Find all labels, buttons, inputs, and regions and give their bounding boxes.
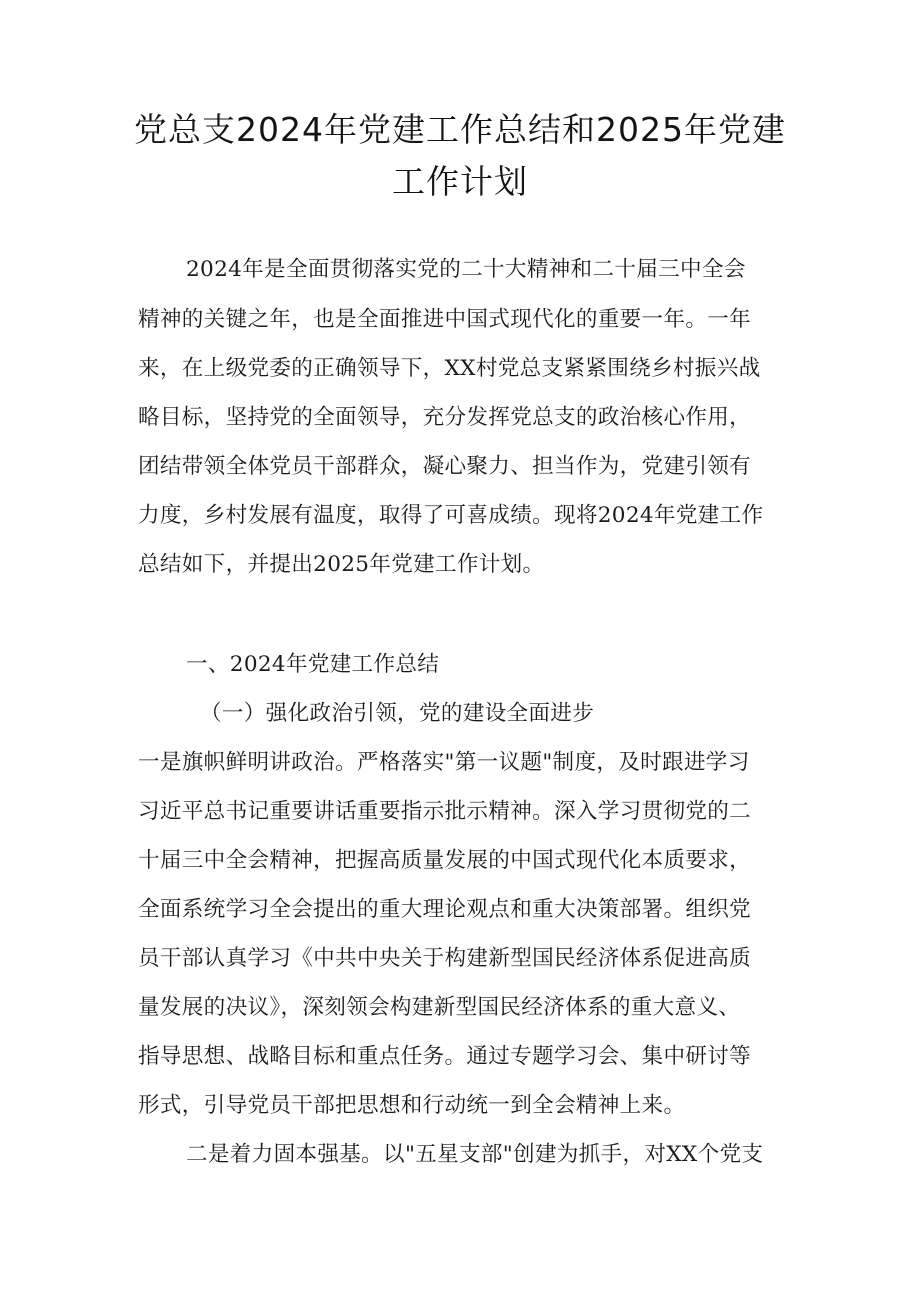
body-line: 二是着力固本强基。以"五星支部"创建为抓手，对XX个党支 bbox=[186, 1142, 764, 1167]
body-line: 全面系统学习全会提出的重大理论观点和重大决策部署。组织党 bbox=[138, 897, 752, 922]
body-line: 团结带领全体党员干部群众，凝心聚力、担当作为，党建引领有 bbox=[138, 454, 752, 479]
document-title bbox=[120, 104, 800, 208]
body-line: 力度，乡村发展有温度，取得了可喜成绩。现将2024年党建工作 bbox=[138, 503, 764, 528]
body-line: 一是旗帜鲜明讲政治。严格落实"第一议题"制度，及时跟进学习 bbox=[138, 750, 750, 775]
body-line: 2024年是全面贯彻落实党的二十大精神和二十届三中全会 bbox=[186, 257, 746, 282]
body-line: 总结如下，并提出2025年党建工作计划。 bbox=[138, 552, 545, 577]
body-line: 员干部认真学习《中共中央关于构建新型国民经济体系促进高质 bbox=[138, 946, 752, 971]
body-line: 习近平总书记重要讲话重要指示批示精神。深入学习贯彻党的二 bbox=[138, 799, 752, 824]
body-line: 量发展的决议》，深刻领会构建新型国民经济体系的重大意义、 bbox=[138, 995, 741, 1020]
body-line: 形式，引导党员干部把思想和行动统一到全会精神上来。 bbox=[138, 1093, 686, 1118]
title-line-2: 工作计划 bbox=[392, 162, 528, 201]
subsection-heading: （一）强化政治引领，党的建设全面进步 bbox=[200, 701, 595, 726]
body-line: 略目标，坚持党的全面领导，充分发挥党总支的政治核心作用， bbox=[138, 405, 752, 430]
body-line: 来，在上级党委的正确领导下，XX村党总支紧紧围绕乡村振兴战 bbox=[138, 356, 761, 381]
title-line-1: 党总支2024年党建工作总结和2025年党建 bbox=[134, 110, 786, 149]
body-line: 十届三中全会精神，把握高质量发展的中国式现代化本质要求， bbox=[138, 848, 752, 873]
body-line: 精神的关键之年，也是全面推进中国式现代化的重要一年。一年 bbox=[138, 307, 752, 332]
section-heading: 一、2024年党建工作总结 bbox=[186, 652, 440, 677]
body-line: 指导思想、战略目标和重点任务。通过专题学习会、集中研讨等 bbox=[138, 1044, 752, 1069]
